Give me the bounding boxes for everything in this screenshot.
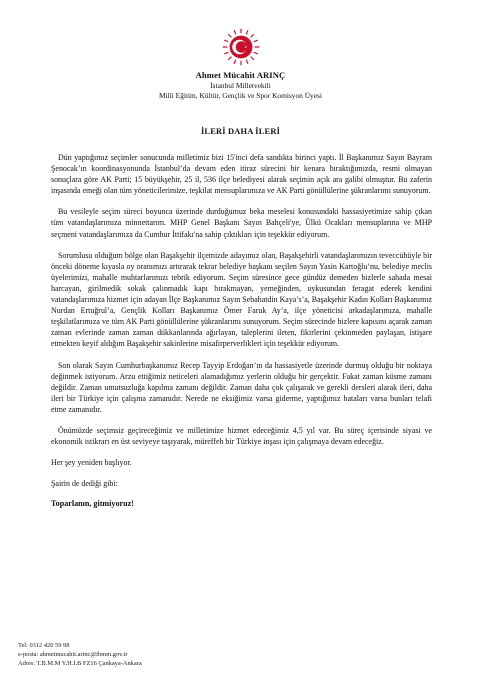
closing-line: Şairin de dediği gibi: <box>51 479 118 489</box>
document-body <box>51 152 432 508</box>
sender-name: Ahmet Mücahit ARINÇ <box>195 70 286 80</box>
footer-email: e-posta: ahmetmucahit.arinc@tbmm.gov.tr <box>18 650 128 658</box>
document-title: İLERİ DAHA İLERİ <box>200 127 281 136</box>
tbmm-emblem-icon <box>222 28 260 66</box>
letterhead <box>0 0 481 100</box>
sender-committee: Milli Eğitim, Kültür, Gençlik ve Spor Komisyon Üyesi <box>159 91 322 100</box>
body-paragraph: Dün yaptığımız seçimler sonucunda milletimiz bizi 15'inci defa sandıkta birinci yaptı. İl Başkanımız Sayın Bayram Şenocak’ın koordinasyonunda İstanbul’da devam eden itiraz sürecini bir kenara bıraktığımızda, resmi olmayan sonuçlara göre AK Parti; 15 büyükşehir, 25 il, 536 ilçe belediyesi alarak seçimin açık ara galibi olmuştur. Bu zaferin inşasında emeği olan tüm yöneticilerimize, teşkilat mensuplarımıza ve AK Parti gönüllülerine şükranlarımı sunuyorum. <box>51 153 432 196</box>
closing-slogan: Toparlanın, gitmiyoruz! <box>51 499 134 509</box>
closing-line: Her şey yeniden başlıyor. <box>51 458 132 468</box>
footer-address: Adres: T.B.M.M Y.H.İ.B FZ16 Çankaya-Ankara <box>18 659 142 667</box>
contact-footer <box>18 642 142 668</box>
body-paragraph: Sorumlusu olduğum bölge olan Başakşehir ilçemizde adayımız olan, Başakşehirli vatandaşlarımızın teveccühüyle bir önceki döneme kıyasla oy oranımızı artırarak tekrar belediye başkanı seçilen Sayın Yasin Kartoğlu’nu, belediye meclis üyelerimizi, mahalle muhtarlarımızı tebrik ediyorum. Seçim süresince gece gündüz demeden bizlerle sahada mesai harcayan, girilmedik sokak çalınmadık kapı bırakmayan, yemeğinden, uykusundan feragat ederek kendini vatandaşlarımıza hizmet için adayan İlçe Başkanımız Sayın Sebahatdin Kaya’s’a, Başakşehir Kadın Kolları Başkanımız Nurdan Ertuğrul’a, Gençlik Kolları Başkanımız Ömer Faruk Ay’a, ilçe yöneticisi arkadaşlarımıza, mahalle teşkilatlarımıza ve tüm AK Parti gönüllülerine şükranlarımı sunuyorum. Seçim sürecinde bizlere kapısını açarak zaman zaman evlerinde zaman zaman dükkanlarında ağırlayan, taleplerini ileten, fikirlerini çekinmeden paylaşan, istişare etmekten keyif aldığım Başakşehir sakinlerine misafirperverlikleri için teşekkür ediyorum. <box>51 250 432 349</box>
body-paragraph: Bu vesileyle seçim süreci boyunca üzerinde durduğumuz beka meselesi konusundaki hassasiyetimize sahip çıkan tüm vatandaşlarımıza minnettarım. MHP Genel Başkanı Sayın Bahçeli'ye, Ülkü Ocakları mensuplarına ve MHP seçmeni vatandaşlarımıza da Cumhur İttifakı'na sahip çıktıkları için teşekkür ediyorum. <box>51 207 432 239</box>
body-paragraph: Önümüzde seçimsiz geçireceğimiz ve milletimize hizmet edeceğimiz 4,5 yıl var. Bu süreç içerisinde siyasi ve ekonomik istikrarı en üst seviyeye taşıyarak, müreffeh bir Türkiye inşası için çalışmaya devam edeceğiz. <box>51 425 432 447</box>
body-paragraph: Son olarak Sayın Cumhurbaşkanımız Recep Tayyip Erdoğan’ın da hassasiyetle üzerinde durmuş olduğu bir noktaya değinmek istiyorum. Arzu ettiğimiz neticeleri alamadığımız yerlerin olduğu bir gerçektir. Fakat zaman küsme zamanı değildir. Zaman umutsuzluğa kapılma zamanı değildir. Zaman daha çok çalışarak ve gerekli dersleri alarak ileri, daha ileri bir Türkiye için çalışma zamanıdır. Nerede ne eksiğimiz varsa giderme, yaptığımız hataları varsa bunları telafi etme zamanıdır. <box>51 360 432 414</box>
footer-phone: Tel: 0312 420 59 98 <box>18 642 70 649</box>
sender-position: İstanbul Milletvekili <box>210 81 271 90</box>
